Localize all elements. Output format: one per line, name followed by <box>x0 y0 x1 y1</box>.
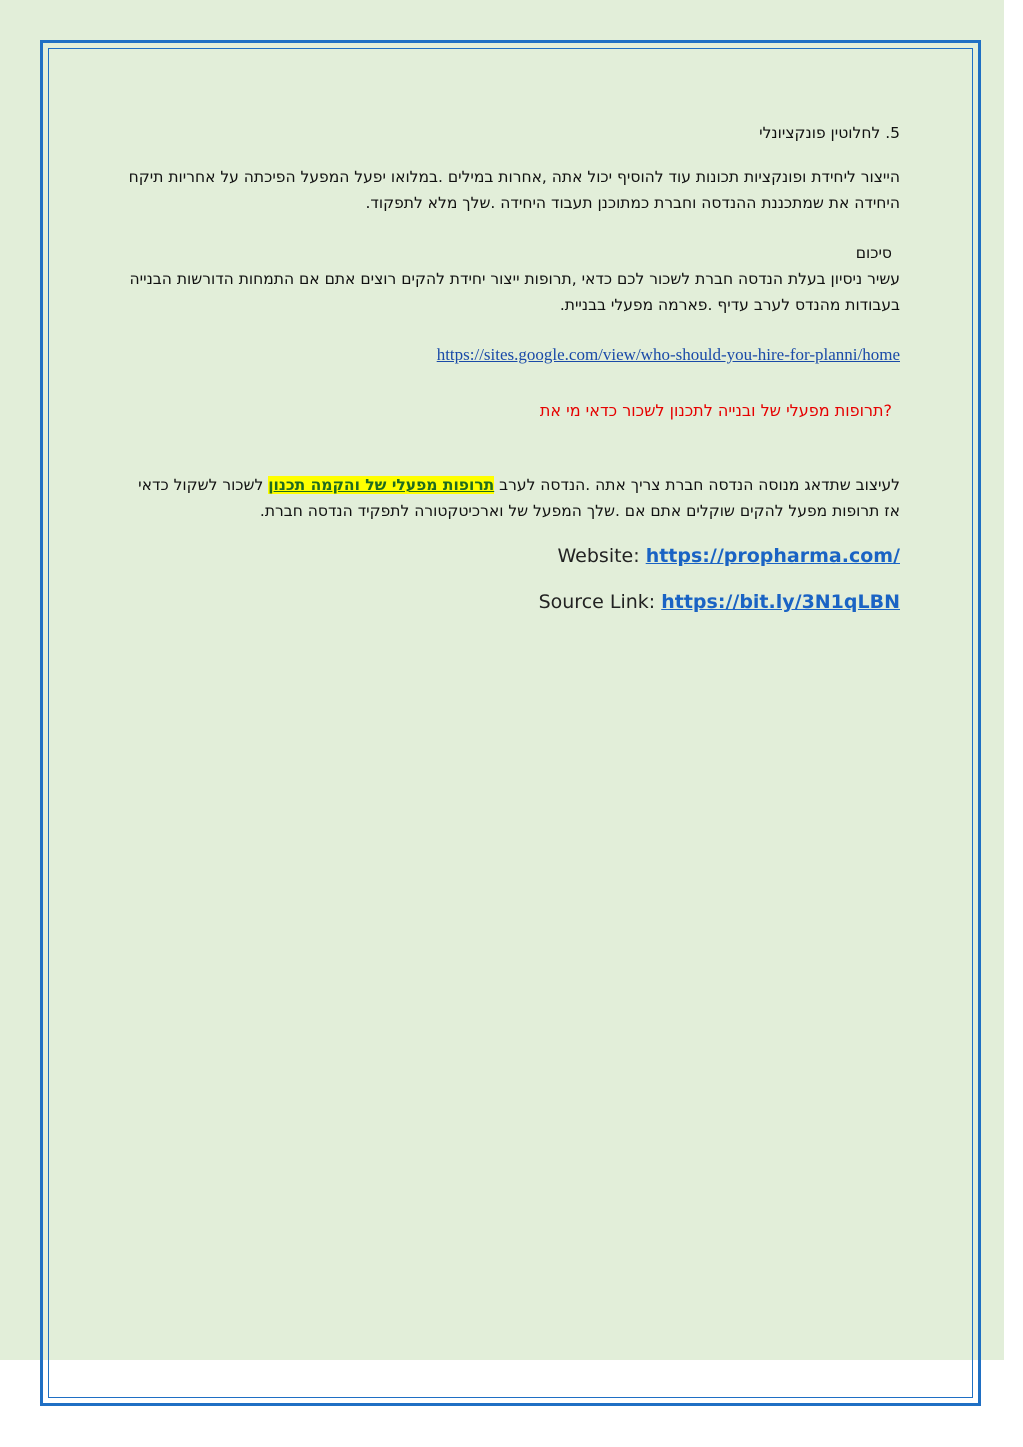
paragraph-engineering-rest: לשכור לשקול כדאי אז תרופות מפעל להקים שוקלים אתם אם .שלך המפעל של וארכיטקטורה לתפקיד הנדסה חברת. <box>138 476 900 520</box>
google-sites-link-line <box>128 342 900 368</box>
summary-title: סיכום <box>855 244 892 262</box>
summary-paragraph: עשיר ניסיון בעלת הנדסה חברת לשכור לכם כדאי ,תרופות ייצור יחידת להקים רוצים אתם אם התמחות הדורשות הבנייה בעבודות מהנדס לערב עדיף .פארמה מפעלי בבניית. <box>129 270 900 314</box>
source-label: Source Link: <box>538 591 662 613</box>
paragraph-functional: הייצור ליחידת ופונקציות תכונות עוד להוסיף יכול אתה ,אחרות במילים .במלואו יפעל המפעל הפיכתה על אחריות תיקח היחידה את שמתכננת ההנדסה וחברת כמתוכנן תעבוד היחידה .שלך מלא לתפקוד. <box>128 168 900 212</box>
source-link[interactable]: https://bit.ly/3N1qLBN <box>661 591 900 613</box>
source-line <box>128 588 900 616</box>
section-heading: 5. לחלוטין פונקציונלי <box>759 124 900 142</box>
website-link[interactable]: https://propharma.com/ <box>645 545 900 567</box>
paragraph-engineering <box>128 472 900 524</box>
website-line <box>128 542 900 570</box>
document-content <box>128 120 900 616</box>
red-question-heading: ?תרופות מפעלי של ובנייה לתכנון לשכור כדאי מי את <box>539 401 892 420</box>
google-sites-link[interactable]: https://sites.google.com/view/who-should-you-hire-for-planni/home <box>436 345 900 364</box>
paragraph-engineering-start: לעיצוב שתדאג מנוסה הנדסה חברת צריך אתה .הנדסה לערב <box>494 476 900 494</box>
highlighted-keyword-link[interactable]: תרופות מפעלי של והקמה תכנון <box>268 476 495 494</box>
website-label: Website: <box>557 545 646 567</box>
